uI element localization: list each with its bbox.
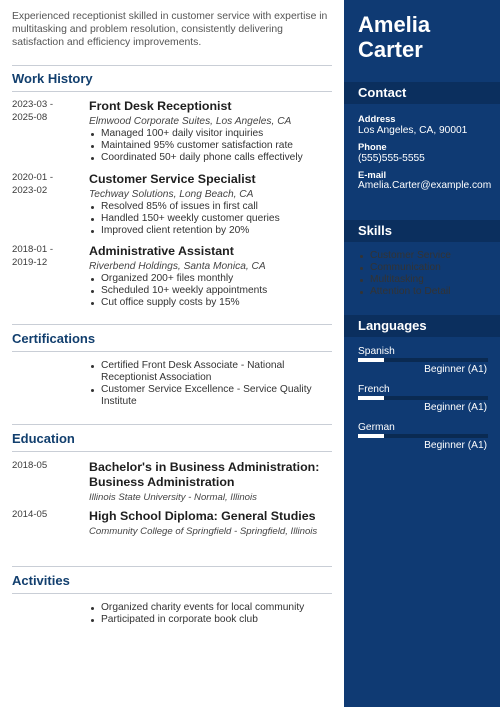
certifications-list bbox=[89, 360, 329, 408]
activities-list bbox=[89, 602, 329, 626]
skill-item: Customer Service bbox=[358, 250, 496, 262]
contact-band bbox=[344, 82, 500, 104]
phone-label: Phone bbox=[358, 141, 387, 152]
language-bar bbox=[358, 358, 488, 362]
bullet-item: Improved client retention by 20% bbox=[89, 225, 334, 237]
bullet-item: Resolved 85% of issues in first call bbox=[89, 201, 334, 213]
skill-item: Attention to Detail bbox=[358, 286, 496, 298]
skill-item: Communication bbox=[358, 262, 496, 274]
first-name: Amelia bbox=[358, 12, 431, 37]
work-dates: 2018-01 - 2019-12 bbox=[12, 244, 54, 268]
job-company: Elmwood Corporate Suites, Los Angeles, CA bbox=[89, 116, 292, 127]
education-date: 2018-05 bbox=[12, 460, 48, 471]
contact-heading: Contact bbox=[358, 85, 407, 100]
divider bbox=[12, 424, 332, 425]
divider bbox=[12, 593, 332, 594]
job-title: Administrative Assistant bbox=[89, 244, 234, 258]
language-name: German bbox=[358, 422, 395, 433]
language-bar-fill bbox=[358, 396, 384, 400]
skills-band bbox=[344, 220, 500, 242]
divider bbox=[12, 566, 332, 567]
education-heading: Education bbox=[12, 431, 75, 446]
languages-band bbox=[344, 315, 500, 337]
skills-list bbox=[358, 250, 496, 298]
address-label: Address bbox=[358, 113, 396, 124]
languages-heading: Languages bbox=[358, 318, 427, 333]
certification-item: Customer Service Excellence - Service Quality Institute bbox=[89, 384, 329, 408]
education-date: 2014-05 bbox=[12, 509, 48, 520]
job-bullets bbox=[89, 273, 334, 309]
email-value[interactable]: Amelia.Carter@example.com bbox=[358, 180, 492, 191]
bullet-item: Managed 100+ daily visitor inquiries bbox=[89, 128, 334, 140]
work-dates: 2023-03 - 2025-08 bbox=[12, 99, 54, 123]
activity-item: Participated in corporate book club bbox=[89, 614, 329, 626]
last-name: Carter bbox=[358, 37, 423, 62]
job-bullets bbox=[89, 201, 334, 237]
language-level: Beginner (A1) bbox=[424, 440, 487, 451]
bullet-item: Handled 150+ weekly customer queries bbox=[89, 213, 334, 225]
divider bbox=[12, 324, 332, 325]
phone-value: (555)555-5555 bbox=[358, 153, 425, 164]
bullet-item: Organized 200+ files monthly bbox=[89, 273, 334, 285]
activity-item: Organized charity events for local community bbox=[89, 602, 329, 614]
divider bbox=[12, 451, 332, 452]
bullet-item: Coordinated 50+ daily phone calls effectively bbox=[89, 152, 334, 164]
certifications-heading: Certifications bbox=[12, 331, 96, 346]
summary-text: Experienced receptionist skilled in customer service with expertise in multitasking and problem resolution, consistently delivering satisfaction and efficiency improvements. bbox=[12, 11, 328, 48]
bullet-item: Scheduled 10+ weekly appointments bbox=[89, 285, 334, 297]
language-bar bbox=[358, 434, 488, 438]
skills-heading: Skills bbox=[358, 223, 392, 238]
email-label: E-mail bbox=[358, 169, 387, 180]
language-bar bbox=[358, 396, 488, 400]
job-title: Customer Service Specialist bbox=[89, 172, 256, 186]
degree-title: Bachelor's in Business Administration: Business Administration bbox=[89, 460, 320, 489]
candidate-name bbox=[358, 12, 430, 62]
job-title: Front Desk Receptionist bbox=[89, 99, 232, 113]
language-name: Spanish bbox=[358, 346, 395, 357]
bullet-item: Maintained 95% customer satisfaction rate bbox=[89, 140, 334, 152]
language-bar-fill bbox=[358, 358, 384, 362]
divider bbox=[12, 351, 332, 352]
school-name: Community College of Springfield - Springfield, Illinois bbox=[89, 526, 318, 537]
divider bbox=[12, 65, 332, 66]
language-name: French bbox=[358, 384, 390, 395]
work-dates: 2020-01 - 2023-02 bbox=[12, 172, 54, 196]
language-bar-fill bbox=[358, 434, 384, 438]
certification-item: Certified Front Desk Associate - National Receptionist Association bbox=[89, 360, 329, 384]
divider bbox=[12, 91, 332, 92]
skill-item: Multitasking bbox=[358, 274, 496, 286]
work-history-heading: Work History bbox=[12, 71, 93, 86]
job-company: Techway Solutions, Long Beach, CA bbox=[89, 189, 254, 200]
job-bullets bbox=[89, 128, 334, 164]
sidebar bbox=[344, 0, 500, 707]
language-level: Beginner (A1) bbox=[424, 402, 487, 413]
language-level: Beginner (A1) bbox=[424, 364, 487, 375]
bullet-item: Cut office supply costs by 15% bbox=[89, 297, 334, 309]
job-company: Riverbend Holdings, Santa Monica, CA bbox=[89, 261, 266, 272]
activities-heading: Activities bbox=[12, 573, 70, 588]
school-name: Illinois State University - Normal, Illinois bbox=[89, 492, 257, 503]
degree-title: High School Diploma: General Studies bbox=[89, 509, 316, 523]
address-value: Los Angeles, CA, 90001 bbox=[358, 125, 468, 136]
